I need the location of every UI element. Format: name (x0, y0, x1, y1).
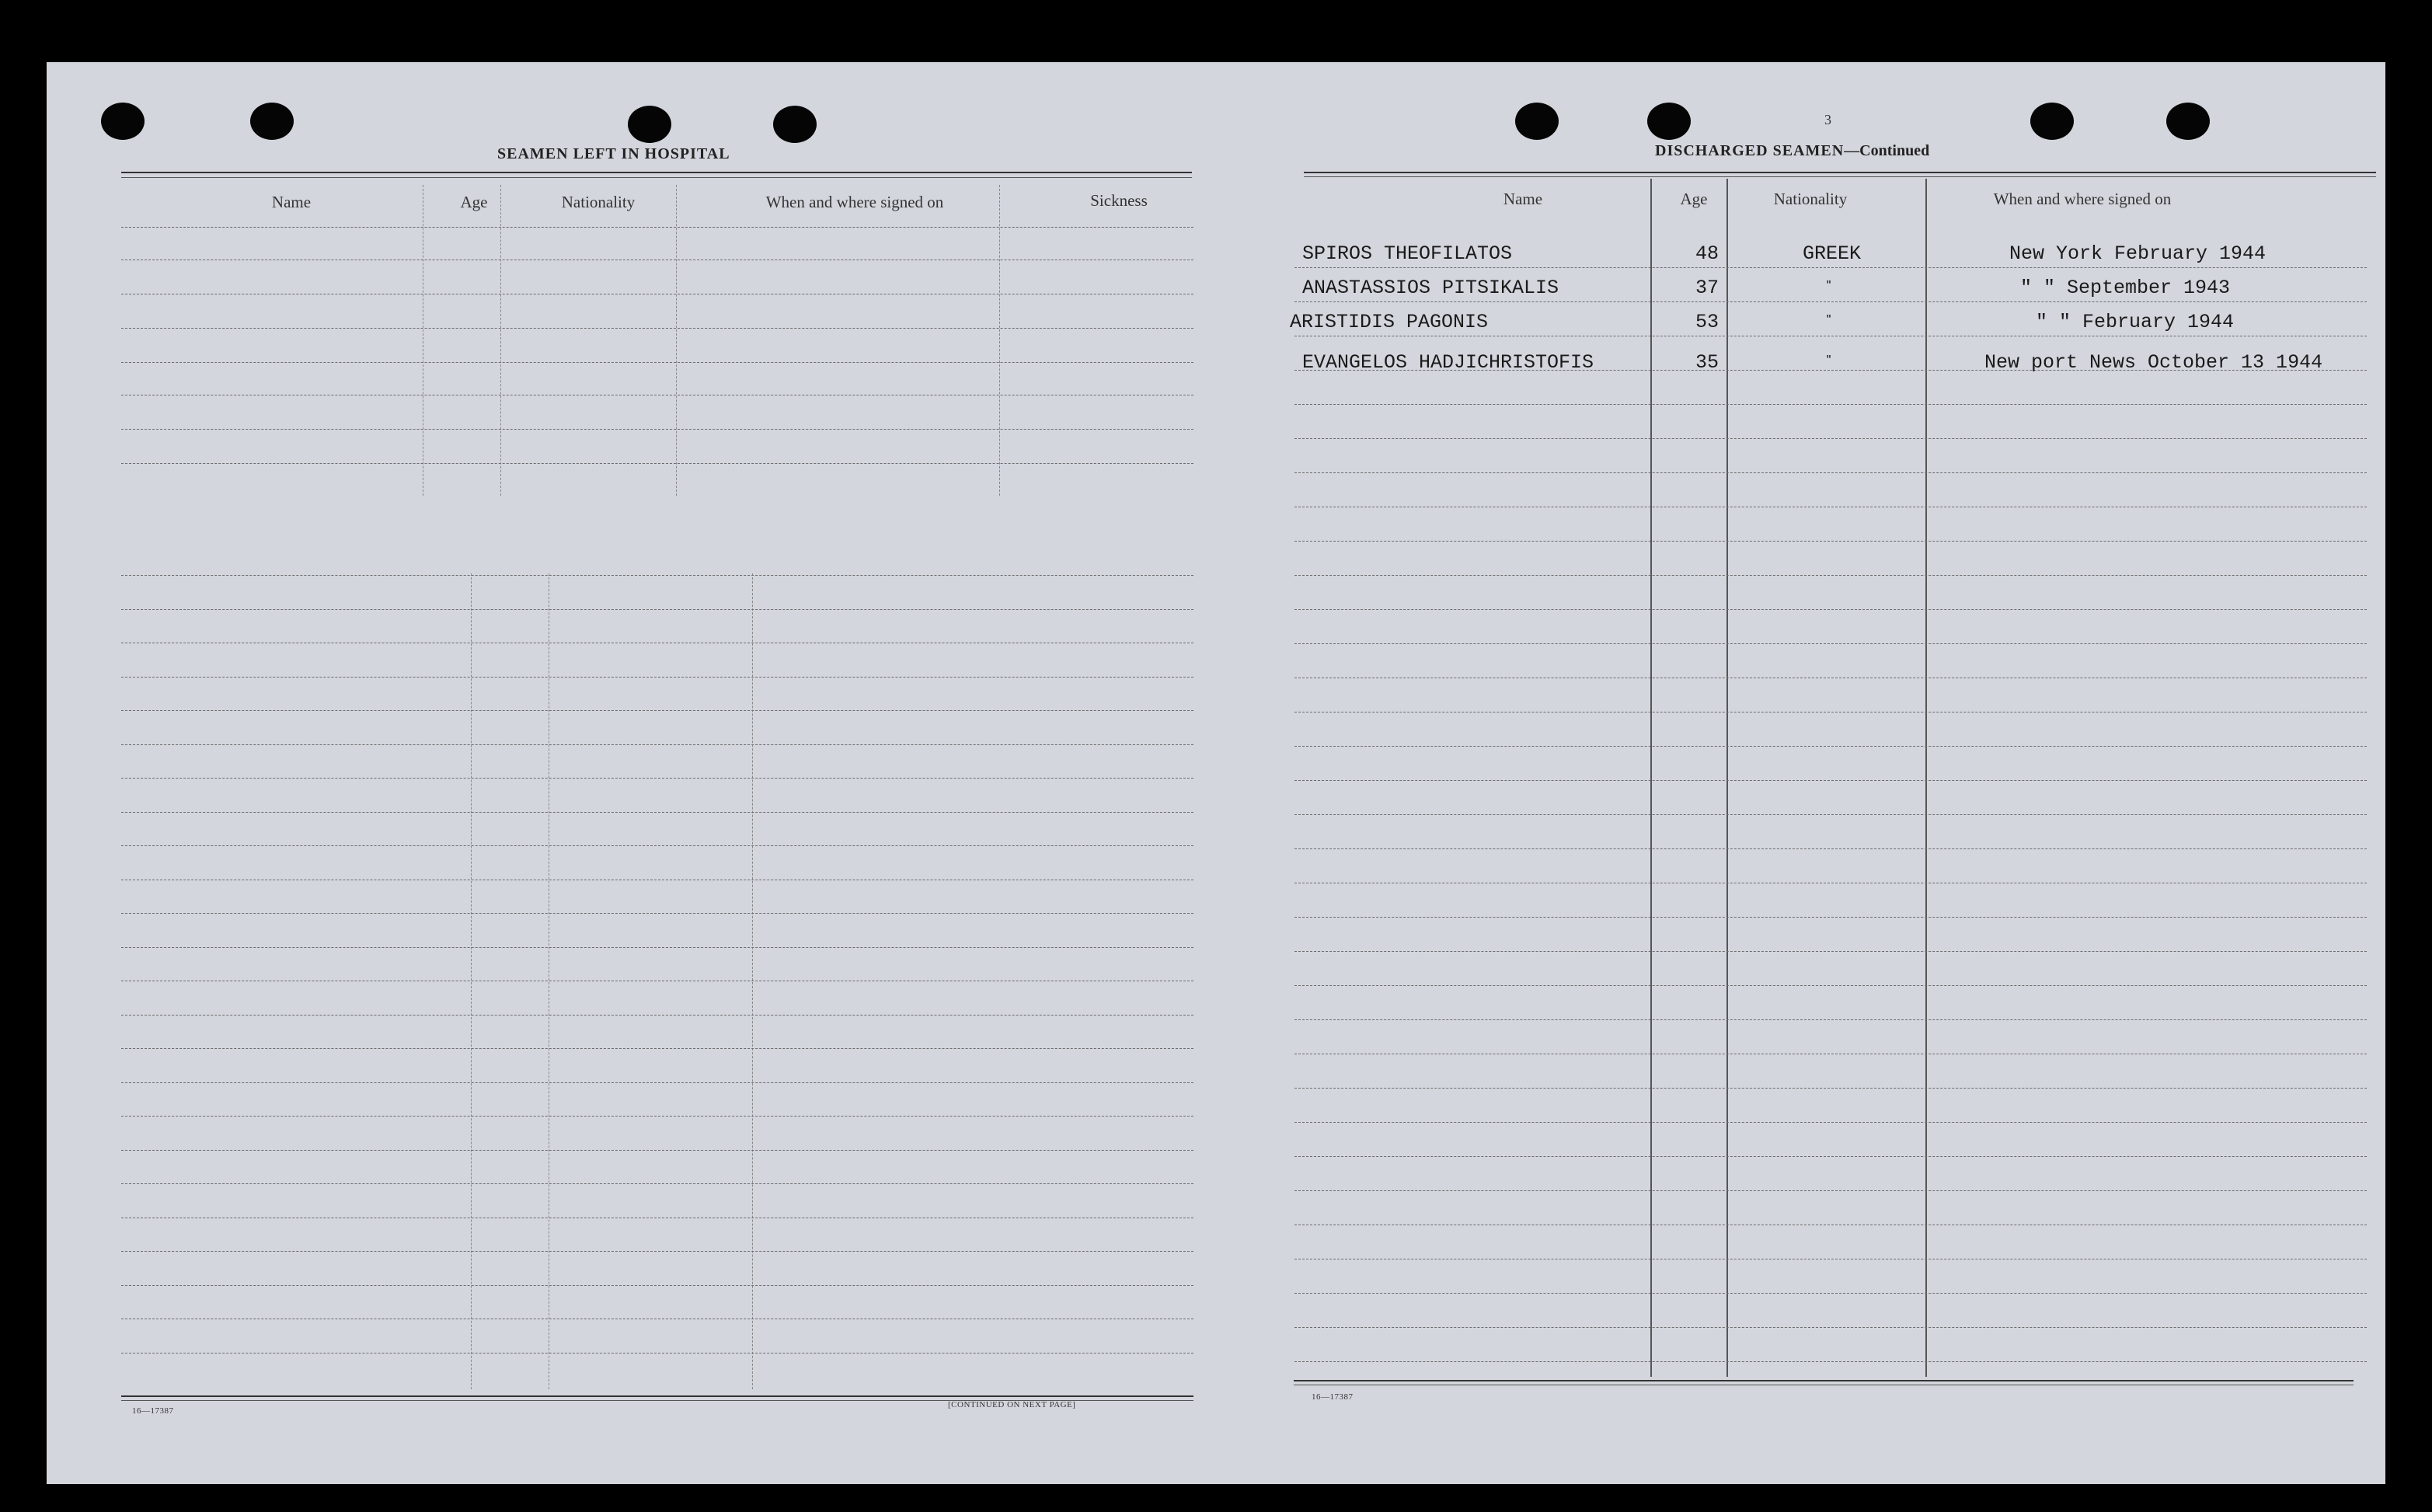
seaman-name: SPIROS THEOFILATOS (1302, 242, 1513, 265)
ruled-line (1294, 951, 2367, 952)
header-rule (1304, 172, 2376, 173)
ruled-line (121, 362, 1193, 363)
seaman-nationality: " (1826, 314, 1832, 325)
ruled-line (1294, 1190, 2367, 1191)
ruled-line (1294, 1327, 2367, 1328)
seaman-age: 35 (1695, 351, 1719, 374)
ruled-line (1294, 1293, 2367, 1294)
seaman-name: EVANGELOS HADJICHRISTOFIS (1302, 351, 1594, 374)
column-header-name: Name (271, 193, 312, 211)
ruled-line (121, 812, 1193, 813)
column-divider (1726, 179, 1728, 1377)
ruled-line (1294, 438, 2367, 439)
seaman-signed-on: New York February 1944 (2009, 242, 2266, 265)
header-rule (121, 177, 1192, 178)
ruled-line (121, 328, 1193, 329)
column-divider (1925, 179, 1927, 1377)
column-divider (999, 185, 1000, 496)
seaman-signed-on: " " February 1944 (2036, 311, 2235, 333)
seaman-age: 53 (1695, 311, 1719, 333)
ruled-line (121, 463, 1193, 464)
punch-hole (1647, 103, 1691, 140)
seaman-nationality: GREEK (1803, 242, 1862, 265)
ruled-line (121, 744, 1193, 745)
footer-rule (1294, 1380, 2354, 1381)
ruled-line (1294, 643, 2367, 644)
ruled-line (121, 609, 1193, 610)
seaman-signed-on: New port News October 13 1944 (1984, 351, 2323, 374)
column-header-nationality: Nationality (561, 193, 636, 211)
ruled-line (121, 710, 1193, 711)
ruled-line (121, 227, 1193, 228)
ruled-line (121, 1015, 1193, 1016)
column-divider (676, 185, 677, 496)
seaman-nationality: " (1826, 354, 1832, 365)
ruled-line (1294, 404, 2367, 405)
right-page-title-main: DISCHARGED SEAMEN (1655, 142, 1845, 159)
form-number: 16—17387 (132, 1406, 174, 1416)
ruled-line (121, 1285, 1193, 1286)
right-page-title-suffix: —Continued (1844, 142, 1930, 159)
column-header-signed-on: When and where signed on (765, 193, 944, 211)
right-page-title (1655, 142, 1929, 160)
punch-hole (250, 103, 294, 140)
seaman-nationality: " (1826, 280, 1832, 291)
ruled-line (1294, 746, 2367, 747)
ruled-line (121, 575, 1193, 576)
ruled-line (121, 778, 1193, 779)
ruled-line (121, 429, 1193, 430)
ruled-line (121, 677, 1193, 678)
punch-hole (1515, 103, 1559, 140)
ruled-line (1294, 917, 2367, 918)
column-divider (752, 573, 753, 1389)
column-header-name: Name (1503, 190, 1543, 208)
ruled-line (1294, 1122, 2367, 1123)
ruled-line (121, 1183, 1193, 1184)
column-header-age: Age (1680, 190, 1708, 208)
continued-note: [CONTINUED ON NEXT PAGE] (948, 1400, 1076, 1409)
seaman-signed-on: " " September 1943 (2020, 277, 2231, 299)
seaman-age: 48 (1695, 242, 1719, 265)
column-header-sickness: Sickness (1090, 191, 1148, 210)
punch-hole (2166, 103, 2210, 140)
ruled-line (1294, 814, 2367, 815)
ruled-line (1294, 472, 2367, 473)
column-header-nationality: Nationality (1773, 190, 1848, 208)
ruled-line (1294, 541, 2367, 542)
ruled-line (121, 1048, 1193, 1049)
ruled-line (1294, 575, 2367, 576)
header-rule (121, 172, 1192, 173)
ruled-line (121, 1116, 1193, 1117)
form-number: 16—17387 (1312, 1392, 1354, 1402)
ruled-line (1294, 267, 2367, 268)
ruled-line (121, 845, 1193, 846)
ruled-line (121, 947, 1193, 948)
ruled-line (1294, 1088, 2367, 1089)
ruled-line (121, 1082, 1193, 1083)
record-sheet (47, 62, 2385, 1484)
seaman-name: ARISTIDIS PAGONIS (1290, 311, 1489, 333)
ruled-line (1294, 301, 2367, 302)
page-number: 3 (1824, 112, 1831, 127)
column-divider (500, 185, 501, 496)
column-divider (1650, 179, 1652, 1377)
ruled-line (1294, 848, 2367, 849)
punch-hole (101, 103, 145, 140)
seaman-age: 37 (1695, 277, 1719, 299)
ruled-line (1294, 1019, 2367, 1020)
column-divider (471, 573, 472, 1389)
ruled-line (1294, 780, 2367, 781)
ruled-line (121, 1150, 1193, 1151)
left-page-title: SEAMEN LEFT IN HOSPITAL (497, 145, 730, 162)
ruled-line (1294, 609, 2367, 610)
ruled-line (1294, 985, 2367, 986)
column-header-signed-on: When and where signed on (1993, 190, 2172, 208)
punch-hole (2030, 103, 2074, 140)
ruled-line (1294, 1361, 2367, 1362)
header-rule (1304, 176, 2376, 177)
ruled-line (121, 913, 1193, 914)
punch-hole (628, 106, 671, 143)
column-header-age: Age (460, 193, 488, 211)
ruled-line (1294, 1156, 2367, 1157)
footer-rule (121, 1395, 1193, 1397)
punch-hole (773, 106, 817, 143)
ruled-line (121, 1251, 1193, 1252)
seaman-name: ANASTASSIOS PITSIKALIS (1302, 277, 1559, 299)
